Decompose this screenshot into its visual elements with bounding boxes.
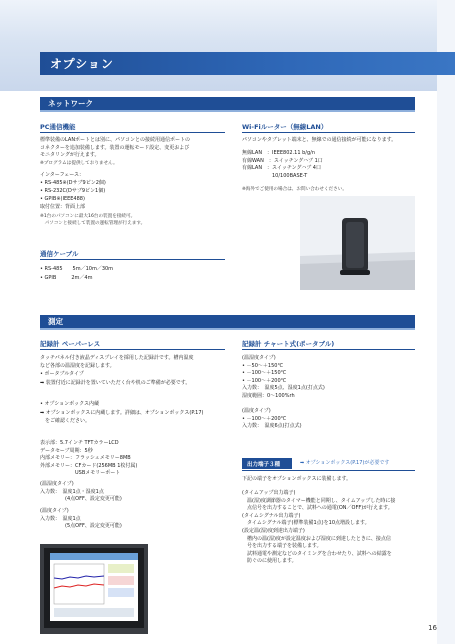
cable-row-0: • RS-485 5m／10m／30m	[40, 266, 114, 272]
wifi-heading-rule	[242, 132, 415, 133]
paperless-portable-label: • ポータブルタイプ	[40, 371, 84, 377]
paperless-heading-rule	[40, 349, 225, 350]
paperless-heading: 記録計 ペーパーレス	[40, 340, 101, 348]
paperless-portable-note: ➡ 装置付近に記録計を置いていただく台や机のご準備が必要です。	[40, 380, 191, 386]
terminal-note: ➡ オプションボックス(P.17)が必要です	[300, 460, 390, 466]
page-title-bar	[40, 52, 455, 75]
terminal-body: (タイムアップ出力端子) 温(湿)度調節器のタイマー機能と同期し、タイムアップした時に接 点信号を出力することで、試料への通電(ON／OFF)が行えます。 (タイムシグナル出力端子) タイムシグナル端子(標準装備1点)を10点増設します。 (設定温(湿)度到達出力端子) 槽内の温(湿)度が設定温度および湿度に到達したときに、接点信 号を出力する端子を装備します。 試料通電や測定などのタイミングを合わせたり、試料への結露を 防ぐのに使用します。	[242, 490, 396, 565]
terminal-intro: 下記の端子をオプションボックスに装備します。	[242, 476, 352, 482]
pc-body: 標準装備のLANポートとは別に、パソコンとの接続用通信ポートの コネクターを追加装備します。装置の運転モード設定、変更および モニタリングが行えます。	[40, 137, 190, 159]
pc-interface-2: • GPIB※(IEEE488)	[40, 196, 85, 202]
paperless-body: タッチパネル付き液晶ディスプレイを採用した記録計です。槽内温度 など各部の温湿度を記録します。	[40, 355, 194, 369]
pc-heading-rule	[40, 132, 225, 133]
wifi-specs: 無線LAN ：IEEE802.11 b/g/n 有線WAN ：スイッチングハブ 1口 有線LAN ：スイッチングハブ 4口 10/100BASE-T	[242, 150, 323, 179]
cable-row-1: • GPIB 2m／4m	[40, 275, 93, 281]
section-network	[40, 97, 415, 112]
cable-heading: 通信ケーブル	[40, 250, 79, 258]
page-title: オプション	[50, 57, 114, 71]
section-network-title: ネットワーク	[48, 99, 93, 108]
chart-heading-rule	[242, 349, 415, 350]
page-number: 16	[428, 624, 437, 632]
pc-interface-0: • RS-485※(Dサブ9ピン2個)	[40, 180, 106, 186]
terminal-heading: 出力端子３種	[247, 462, 281, 468]
terminal-heading-box	[242, 458, 292, 469]
terminal-heading-rule	[242, 470, 415, 471]
section-measure-title: 測定	[48, 317, 63, 326]
paperless-specs: 表示部：5.7インチ TFTカラーLCD データセーブ周期：5秒 内部メモリー：フラッシュメモリー8MB 外部メモリー：CFカード(256MB 1枚付属) USBメモリーポート	[40, 440, 138, 477]
chart-heading: 記録計 チャート式(ポータブル)	[242, 340, 335, 348]
paperless-builtin-note: ➡ オプションボックスに内蔵します。詳細は、オプションボックス(P.17) をご確認ください。	[40, 410, 204, 424]
paperless-builtin-label: • オプションボックス内蔵	[40, 401, 100, 407]
cable-heading-rule	[40, 259, 225, 260]
pc-note2: ※1台のパソコンに最大16台の装置を接続可。 パソコンと接続して装置の運転管理が行えます。	[40, 214, 146, 226]
side-strip	[437, 0, 455, 644]
section-measure	[40, 315, 415, 330]
pc-heading: PC通信機能	[40, 123, 76, 131]
paperless-temp-type: (温度タイプ) 入力数： 温度1点 (5点OFF、設定変更可能)	[40, 508, 122, 530]
header-banner	[0, 0, 455, 91]
pc-note1: ※プログラムは提供しておりません。	[40, 161, 118, 166]
wifi-body: パソコンやタブレット端末と、無線での通信接続が可能になります。	[242, 137, 397, 143]
chart-body: (温湿度タイプ) • －50～＋150℃ • －100～＋150℃ • －100～＋200℃ 入力数： 温度5点、湿度1点(打点式) 湿度範囲：0～100%rh (温度タイプ) • －100～＋200℃ 入力数： 温度6点(打点式)	[242, 355, 325, 430]
paperless-humidity-type: (温湿度タイプ) 入力数： 温度1点・湿度1点 (4点OFF、設定変更可能)	[40, 481, 122, 503]
wifi-router-image	[300, 196, 415, 290]
wifi-note: ※海外でご使用の場合は、お問い合わせください。	[242, 187, 347, 192]
pc-mount: 取付位置：背面上部	[40, 204, 86, 210]
pc-interfaces-label: インターフェース：	[40, 172, 85, 178]
recorder-image	[40, 544, 148, 634]
pc-interface-1: • RS-232C(Dサブ9ピン1個)	[40, 188, 106, 194]
wifi-heading: Wi-Fiルーター（無線LAN）	[242, 123, 328, 131]
